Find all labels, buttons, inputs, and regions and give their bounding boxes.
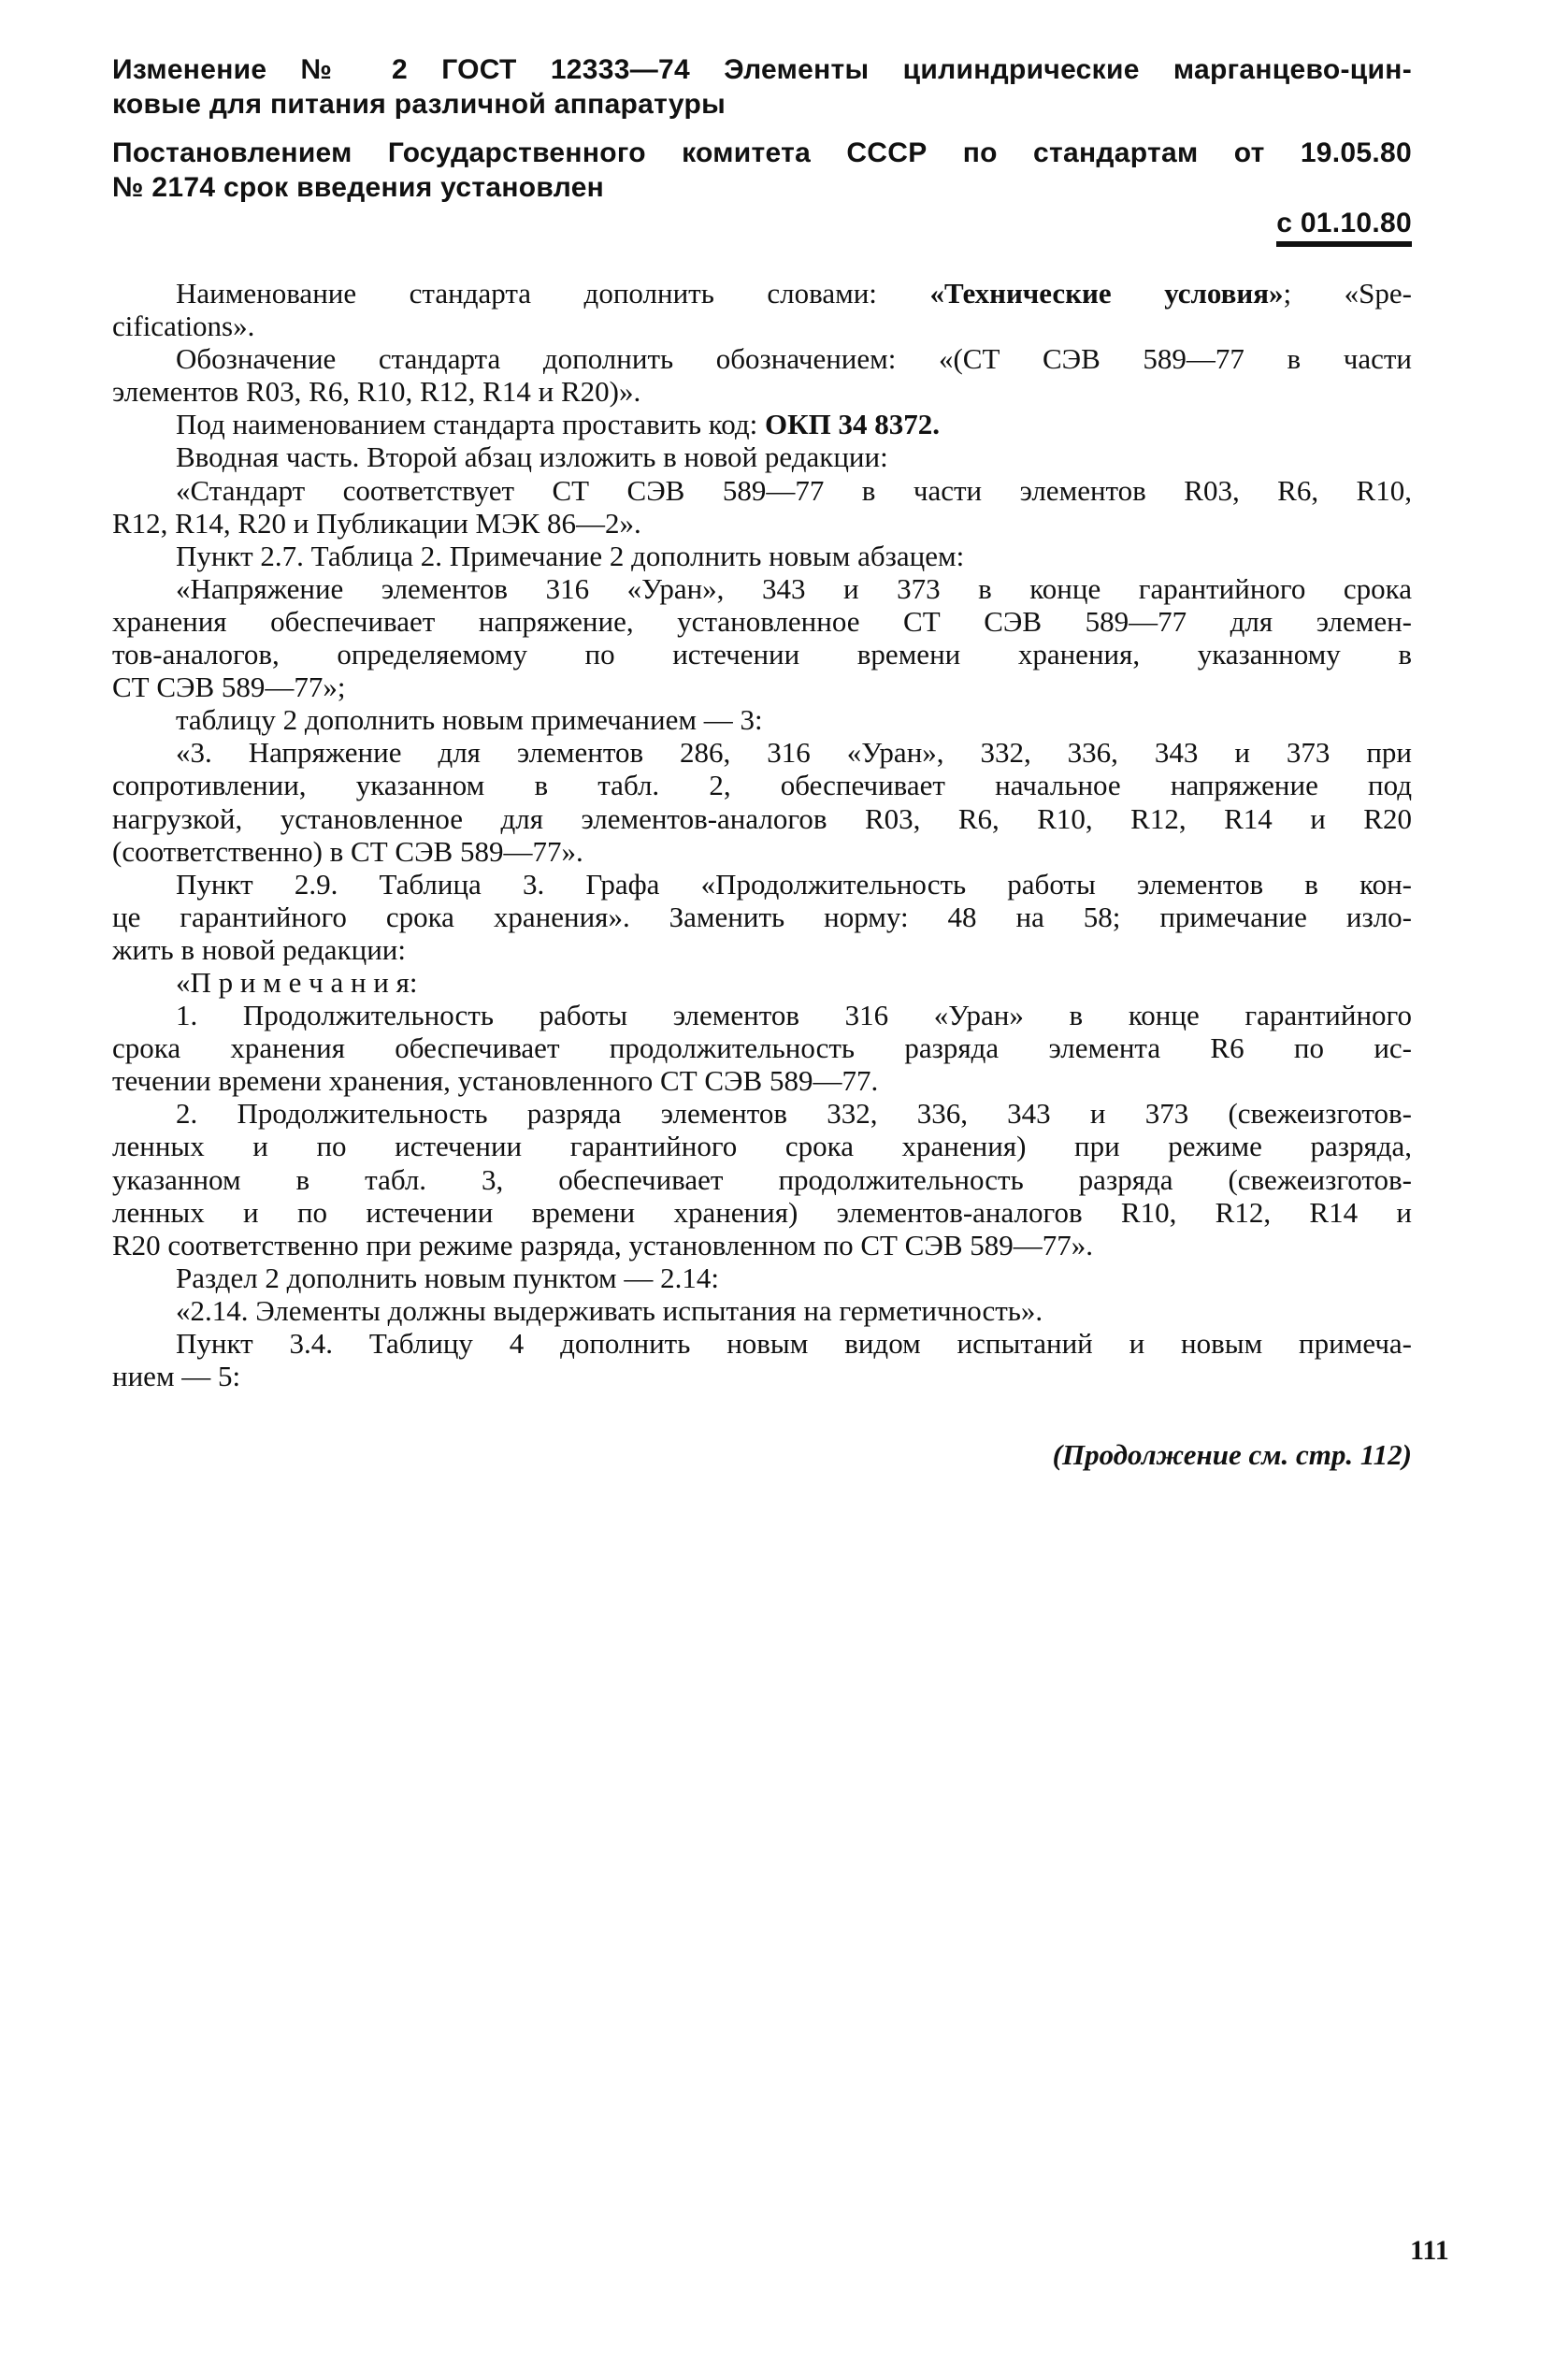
paragraph-line: Пункт 3.4. Таблицу 4 дополнить новым видом испытаний и новым примеча- xyxy=(176,1327,1412,1360)
paragraph-line: ленных и по истечении времени хранения) элементов-аналогов R10, R12, R14 и xyxy=(112,1195,1412,1229)
paragraph-line: Обозначение стандарта дополнить обозначением: «(СТ СЭВ 589—77 в части xyxy=(176,342,1412,376)
paragraph-line: ленных и по истечении гарантийного срока хранения) при режиме разряда, xyxy=(112,1130,1412,1163)
paragraph-line: тов-аналогов, определяемому по истечении времени хранения, указанному в xyxy=(112,638,1412,671)
paragraph-line: «3. Напряжение для элементов 286, 316 «Уран», 332, 336, 343 и 373 при xyxy=(176,736,1412,770)
decree-line: Постановлением Государственного комитета СССР по стандартам от 19.05.80 xyxy=(112,137,1412,168)
text-segment: Наименование стандарта дополнить словами: xyxy=(176,277,930,310)
paragraph-line: жить в новой редакции: xyxy=(112,932,407,966)
continuation-note: (Продолжение см. стр. 112) xyxy=(1052,1438,1412,1471)
paragraph-line: нагрузкой, установленное для элементов-аналогов R03, R6, R10, R12, R14 и R20 xyxy=(112,801,1412,835)
paragraph-line: течении времени хранения, установленного СТ СЭВ 589—77. xyxy=(112,1064,879,1098)
effective-date-text: с 01.10.80 xyxy=(1276,208,1412,247)
text-segment: Под наименованием стандарта проставить код: xyxy=(176,408,766,441)
paragraph-line: срока хранения обеспечивает продолжительность разряда элемента R6 по ис- xyxy=(112,1031,1412,1065)
decree-line: № 2174 срок введения установлен xyxy=(112,172,605,203)
amendment-body xyxy=(112,277,1412,1392)
paragraph-line: элементов R03, R6, R10, R12, R14 и R20)». xyxy=(112,375,641,409)
paragraph-line: Пункт 2.7. Таблица 2. Примечание 2 дополнить новым абзацем: xyxy=(176,539,965,572)
paragraph-line: cifications». xyxy=(112,310,255,343)
paragraph-line: Раздел 2 дополнить новым пунктом — 2.14: xyxy=(176,1261,720,1294)
title-line: Изменение № 2 ГОСТ 12333—74 Элементы цилиндрические марганцево-цин- xyxy=(112,54,1412,85)
paragraph-line: СТ СЭВ 589—77»; xyxy=(112,670,346,704)
effective-date xyxy=(112,205,1412,242)
document-header xyxy=(112,52,1412,242)
paragraph-line xyxy=(112,277,1412,310)
bold-text: ОКП 34 8372. xyxy=(765,408,940,441)
paragraph-line: хранения обеспечивает напряжение, установленное СТ СЭВ 589—77 для элемен- xyxy=(112,604,1412,638)
paragraph-line: таблицу 2 дополнить новым примечанием — 3: xyxy=(176,703,763,737)
paragraph-line: Вводная часть. Второй абзац изложить в новой редакции: xyxy=(176,440,888,474)
paragraph-line: «Стандарт соответствует СТ СЭВ 589—77 в части элементов R03, R6, R10, xyxy=(176,473,1412,507)
paragraph-line: це гарантийного срока хранения». Заменить норму: 48 на 58; примечание изло- xyxy=(112,900,1412,933)
paragraph-line: сопротивлении, указанном в табл. 2, обеспечивает начальное напряжение под xyxy=(112,769,1412,802)
paragraph-line: R12, R14, R20 и Публикации МЭК 86—2». xyxy=(112,506,641,540)
page-number: 111 xyxy=(1410,2235,1449,2266)
paragraph-line: (соответственно) в СТ СЭВ 589—77». xyxy=(112,834,583,868)
paragraph-line: «Напряжение элементов 316 «Уран», 343 и 373 в конце гарантийного срока xyxy=(176,571,1412,605)
paragraph-line: R20 соответственно при режиме разряда, установленном по СТ СЭВ 589—77». xyxy=(112,1228,1094,1261)
paragraph-line: Пункт 2.9. Таблица 3. Графа «Продолжительность работы элементов в кон- xyxy=(176,867,1412,901)
paragraph-line: указанном в табл. 3, обеспечивает продолжительность разряда (свежеизготов- xyxy=(112,1162,1412,1196)
paragraph-line: 2. Продолжительность разряда элементов 332, 336, 343 и 373 (свежеизготов- xyxy=(176,1097,1412,1131)
bold-text: «Технические условия» xyxy=(929,277,1284,310)
paragraph-line xyxy=(112,408,1412,440)
title-line: ковые для питания различной аппаратуры xyxy=(112,89,726,120)
text-segment: ; «Spe- xyxy=(1283,277,1412,310)
paragraph-line: «2.14. Элементы должны выдерживать испытания на герметичность». xyxy=(176,1293,1043,1327)
paragraph-line: 1. Продолжительность работы элементов 316 «Уран» в конце гарантийного xyxy=(176,999,1412,1032)
paragraph-line: нием — 5: xyxy=(112,1360,241,1393)
paragraph-line: «П р и м е ч а н и я: xyxy=(176,965,418,999)
